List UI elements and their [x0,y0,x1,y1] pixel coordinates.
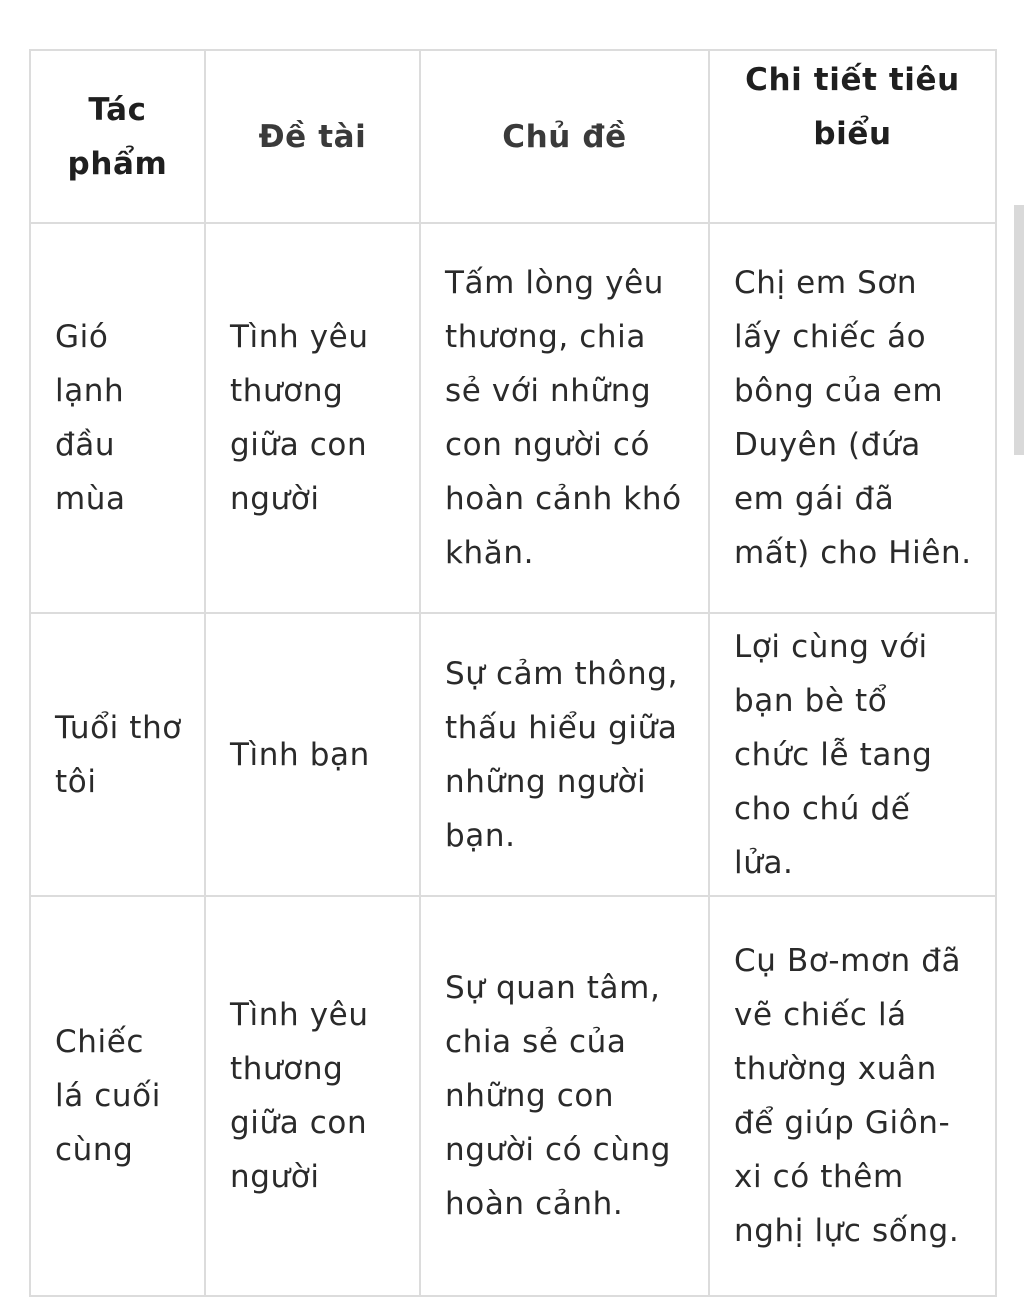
cell-de-tai: Tình yêu thương giữa con người [205,223,420,613]
header-tac-pham: Tác phẩm [30,50,205,223]
cell-chu-de: Sự cảm thông, thấu hiểu giữa những người bạn. [420,613,709,896]
table-row [30,896,996,1296]
header-chi-tiet-tieu-bieu: Chi tiết tiêu biểu [709,50,996,223]
header-de-tai: Đề tài [205,50,420,223]
cell-de-tai: Tình bạn [205,613,420,896]
literature-comparison-table [29,49,997,1297]
cell-tac-pham: Chiếc lá cuối cùng [30,896,205,1296]
cell-de-tai: Tình yêu thương giữa con người [205,896,420,1296]
cell-chi-tiet: Lợi cùng với bạn bè tổ chức lễ tang cho chú dế lửa. [709,613,996,896]
vertical-scrollbar[interactable] [1014,205,1024,455]
cell-tac-pham: Gió lạnh đầu mùa [30,223,205,613]
header-chu-de: Chủ đề [420,50,709,223]
table-row [30,613,996,896]
cell-chi-tiet: Cụ Bơ-mơn đã vẽ chiếc lá thường xuân để giúp Giôn-xi có thêm nghị lực sống. [709,896,996,1296]
table-row [30,223,996,613]
cell-chu-de: Tấm lòng yêu thương, chia sẻ với những con người có hoàn cảnh khó khăn. [420,223,709,613]
cell-chu-de: Sự quan tâm, chia sẻ của những con người có cùng hoàn cảnh. [420,896,709,1296]
cell-tac-pham: Tuổi thơ tôi [30,613,205,896]
literature-comparison-table-wrapper [29,49,995,1297]
cell-chi-tiet: Chị em Sơn lấy chiếc áo bông của em Duyên (đứa em gái đã mất) cho Hiên. [709,223,996,613]
table-header-row [30,50,996,223]
